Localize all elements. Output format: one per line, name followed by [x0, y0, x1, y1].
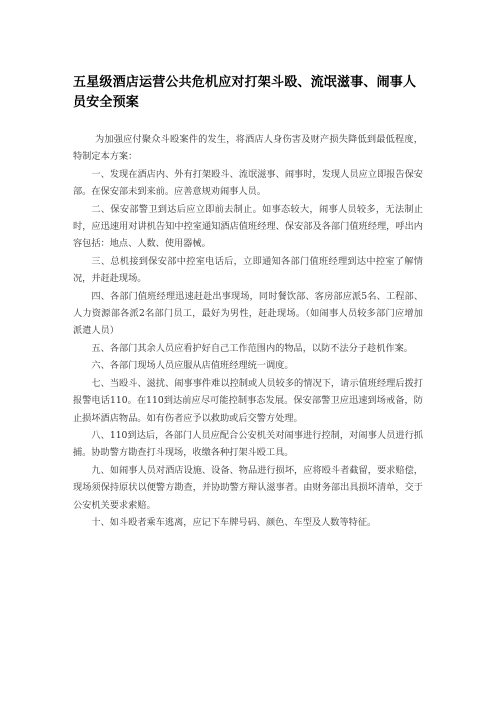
paragraph-3: 三、总机接到保安部中控室电话后，立即通知各部门值班经理到达中控室了解情况，并赶赴现场。 — [73, 255, 423, 285]
paragraph-9: 九、如闹事人员对酒店设施、设备、物品进行损坏，应将殴斗者截留，要求赔偿，现场须保持原状以便警方勘查，并协助警方辩认滋事者。由财务部出具损坏清单，交于公安机关要求索赔。 — [73, 464, 423, 511]
document-body — [73, 131, 423, 531]
paragraph-8: 八、110到达后，各部门人员应配合公安机关对闹事进行控制，对闹事人员进行抓捕。协助警方勘查打斗现场，收缴各种打架斗殴工具。 — [73, 429, 423, 459]
intro-paragraph: 为加强应付聚众斗殴案件的发生，将酒店人身伤害及财产损失降低到最低程度，特制定本方案： — [73, 134, 423, 163]
paragraph-4: 四、各部门值班经理迅速赶赴出事现场，同时餐饮部、客房部应派5名、工程部、人力资源部各派2名部门员工，最好为男性，赶赴现场。（如闹事人员较多部门应增加派遣人员） — [73, 290, 424, 337]
paragraph-7: 七、当殴斗、滋扰、闹事事件难以控制或人员较多的情况下，请示值班经理后拨打报警电话110。在110到达前应尽可能控制事态发展。保安部警卫应迅速到场戒备，防止损坏酒店物品。如有伤者应予以救助或后交警方处理。 — [73, 377, 423, 424]
paragraph-10: 十、如斗殴者乘车逃离，应记下车牌号码、颜色、车型及人数等特征。 — [91, 516, 377, 528]
paragraph-1: 一、发现在酒店内、外有打架殴斗、流氓滋事、闹事时，发现人员应立即报告保安部。在保安部未到来前。应善意规劝闹事人员。 — [73, 168, 423, 198]
paragraph-6: 六、各部门现场人员应服从店值班经理统一调度。 — [91, 360, 294, 372]
document-title: 五星级酒店运营公共危机应对打架斗殴、流氓滋事、闹事人员安全预案 — [73, 75, 417, 110]
paragraph-5: 五、各部门其余人员应看护好自己工作范围内的物品，以防不法分子趁机作案。 — [91, 342, 413, 354]
paragraph-2: 二、保安部警卫到达后应立即前去制止。如事态较大，闹事人员较多，无法制止时，应迅速用对讲机告知中控室通知酒店值班经理、保安部及各部门值班经理，呼出内容包括：地点、人数、使用器械。 — [73, 203, 423, 250]
